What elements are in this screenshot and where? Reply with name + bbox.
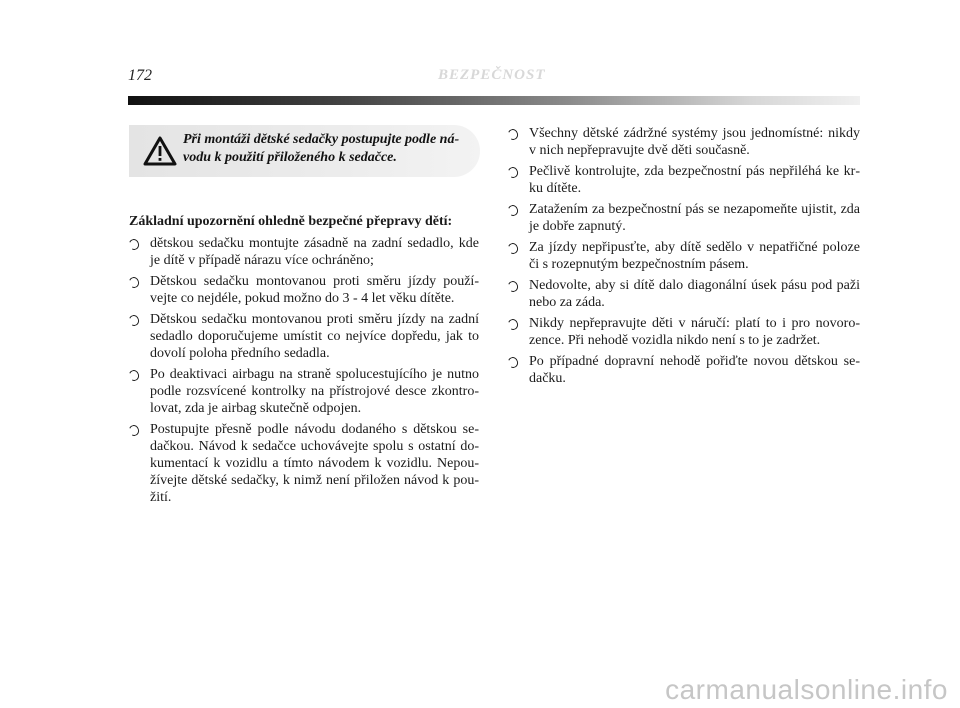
list-item-text: Nedovolte, aby si dítě dalo diagonální úsek pásu pod paži nebo za záda. xyxy=(529,278,860,310)
list-item-text: Pečlivě kontrolujte, zda bezpečnostní pás nepřiléhá ke krku dítěte. xyxy=(529,164,860,196)
list-item xyxy=(508,201,860,235)
list-item xyxy=(129,421,479,506)
header-rule xyxy=(128,96,860,105)
bullet-icon xyxy=(506,318,519,332)
column-heading: Základní upozornění ohledně bezpečné přepravy dětí: xyxy=(129,214,453,229)
list-item-text: Dětskou sedačku montovanou proti směru jízdy používejte co nejdéle, pokud možno do 3 - 4 let věku dítěte. xyxy=(150,274,479,306)
list-item xyxy=(129,235,479,269)
list-item-text: Po případné dopravní nehodě pořiďte novou dětskou sedačku. xyxy=(529,354,860,386)
list-item xyxy=(129,311,479,362)
left-column xyxy=(129,213,479,510)
list-item-text: Všechny dětské zádržné systémy jsou jednomístné: nikdy v nich nepřepravujte dvě děti současně. xyxy=(529,126,860,158)
list-item-text: Po deaktivaci airbagu na straně spolucestujícího je nutno podle rozsvícené kontrolky na přístrojové desce zkontrolovat, zda je airbag skutečně odpojen. xyxy=(150,367,479,416)
left-bullet-list xyxy=(129,235,479,506)
right-bullet-list xyxy=(508,125,860,387)
list-item-text: Postupujte přesně podle návodu dodaného s dětskou sedačkou. Návod k sedačce uchovávejte spolu s ostatní dokumentací k vozidlu a tímto návodem k vozidlu. Nepoužívejte dětské sedačky, k nimž není přiložen návod k použití. xyxy=(150,422,479,505)
list-item-text: Zatažením za bezpečnostní pás se nezapomeňte ujistit, zda je dobře zapnutý. xyxy=(529,202,860,234)
list-item-text: Dětskou sedačku montovanou proti směru jízdy na zadní sedadlo doporučujeme umístit co nejvíce dopředu, jak to dovolí poloha předního sedadla. xyxy=(150,312,479,361)
bullet-icon xyxy=(127,238,140,252)
bullet-icon xyxy=(506,280,519,294)
list-item-text: dětskou sedačku montujte zásadně na zadní sedadlo, kde je dítě v případě nárazu více ochráněno; xyxy=(150,236,479,268)
bullet-icon xyxy=(506,356,519,370)
page-number: 172 xyxy=(128,67,152,84)
bullet-icon xyxy=(127,369,140,383)
bullet-icon xyxy=(127,276,140,290)
warning-box xyxy=(129,125,480,177)
bullet-icon xyxy=(127,314,140,328)
list-item-text: Za jízdy nepřipusťte, aby dítě sedělo v nepatřičné poloze či s rozepnutým bezpečnostním pásem. xyxy=(529,240,860,272)
section-title: BEZPEČNOST xyxy=(438,67,546,83)
right-column xyxy=(508,125,860,391)
warning-text: Při montáži dětské sedačky postupujte podle návodu k použití přiloženého k sedačce. xyxy=(183,132,460,165)
bullet-icon xyxy=(127,424,140,438)
watermark: carmanualsonline.info xyxy=(665,674,948,705)
list-item xyxy=(508,163,860,197)
list-item xyxy=(508,125,860,159)
list-item xyxy=(508,239,860,273)
list-item xyxy=(508,315,860,349)
list-item xyxy=(129,273,479,307)
bullet-icon xyxy=(506,242,519,256)
list-item-text: Nikdy nepřepravujte děti v náručí: platí to i pro novorozence. Při nehodě vozidla nikdo není s to je zadržet. xyxy=(529,316,860,348)
list-item xyxy=(508,277,860,311)
bullet-icon xyxy=(506,128,519,142)
list-item xyxy=(508,353,860,387)
bullet-icon xyxy=(506,204,519,218)
bullet-icon xyxy=(506,166,519,180)
list-item xyxy=(129,366,479,417)
warning-triangle-icon xyxy=(143,136,177,166)
